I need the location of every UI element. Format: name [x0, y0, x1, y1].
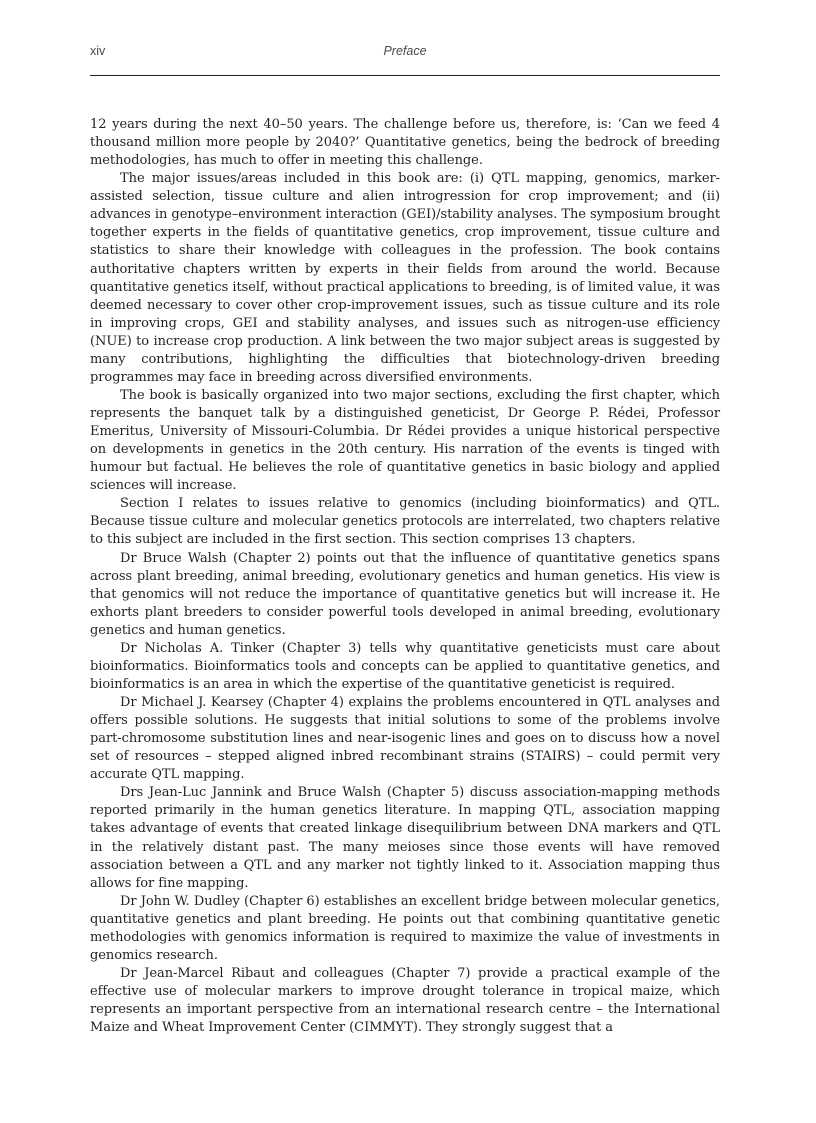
header-rule	[90, 75, 720, 76]
paragraph-8: Drs Jean-Luc Jannink and Bruce Walsh (Chapter 5) discuss association-mapping methods reported primarily in the human genetics literature. In mapping QTL, association mapping takes advantage of events that created linkage disequilibrium between DNA markers and QTL in the relatively distant past. The many meioses since those events will have removed association between a QTL and any marker not tightly linked to it. Association mapping thus allows for fine mapping.	[90, 785, 720, 891]
paragraph-3: The book is basically organized into two major sections, excluding the first chapter, which represents the banquet talk by a distinguished geneticist, Dr George P. Rédei, Professor Emeritus, University of Missouri-Columbia. Dr Rédei provides a unique historical perspective on developments in genetics in the 20th century. His narration of the events is tinged with humour but factual. He believes the role of quantitative genetics in basic biology and applied sciences will increase.	[90, 387, 720, 494]
running-head	[90, 44, 720, 64]
paragraph-4: Section I relates to issues relative to genomics (including bioinformatics) and QTL. Because tissue culture and molecular genetics protocols are interrelated, two chapters relative to this subject are included in the first section. This section comprises 13 chapters.	[90, 496, 720, 548]
paragraph-6: Dr Nicholas A. Tinker (Chapter 3) tells why quantitative geneticists must care about bioinformatics. Bioinformatics tools and concepts can be applied to quantitative genetics, and bioinformatics is an area in which the expertise of the quantitative geneticist is required.	[90, 640, 720, 692]
paragraph-1: 12 years during the next 40–50 years. The challenge before us, therefore, is: ‘Can we feed 4 thousand million more people by 2040?’ Quantitative genetics, being the bedrock of breeding methodologies, has much to offer in meeting this challenge.	[90, 117, 720, 169]
paragraph-5: Dr Bruce Walsh (Chapter 2) points out that the influence of quantitative genetics spans across plant breeding, animal breeding, evolutionary genetics and human genetics. His view is that genomics will not reduce the importance of quantitative genetics but will increase it. He exhorts plant breeders to consider powerful tools developed in animal breeding, evolutionary genetics and human genetics.	[90, 550, 720, 638]
running-head-title: Preface	[383, 44, 427, 58]
paragraph-7: Dr Michael J. Kearsey (Chapter 4) explains the problems encountered in QTL analyses and offers possible solutions. He suggests that initial solutions to some of the problems involve part-chromosome substitution lines and near-isogenic lines and goes on to discuss how a novel set of resources – stepped aligned inbred recombinant strains (STAIRS) – could permit very accurate QTL mapping.	[90, 695, 720, 783]
body-text	[90, 116, 720, 1037]
paragraph-2: The major issues/areas included in this book are: (i) QTL mapping, genomics, marker-assisted selection, tissue culture and alien introgression for crop improvement; and (ii) advances in genotype–environment interaction (GEI)/stability analyses. The symposium brought together experts in the fields of quantitative genetics, crop improvement, tissue culture and statistics to share their knowledge with colleagues in the profession. The book contains authoritative chapters written by experts in their fields from around the world. Because quantitative genetics itself, without practical applications to breeding, is of limited value, it was deemed necessary to cover other crop-improvement issues, such as tissue culture and its role in improving crops, GEI and stability analyses, and issues such as nitrogen-use efficiency (NUE) to increase crop production. A link between the two major subject areas is suggested by many contributions, highlighting the difficulties that biotechnology-driven breeding programmes may face in breeding across diversified environments.	[90, 171, 720, 385]
paragraph-9: Dr John W. Dudley (Chapter 6) establishes an excellent bridge between molecular genetics, quantitative genetics and plant breeding. He points out that combining quantitative genetic methodologies with genomics information is required to maximize the value of investments in genomics research.	[90, 893, 720, 963]
paragraph-10: Dr Jean-Marcel Ribaut and colleagues (Chapter 7) provide a practical example of the effective use of molecular markers to improve drought tolerance in tropical maize, which represents an important perspective from an international research centre – the International Maize and Wheat Improvement Center (CIMMYT). They strongly suggest that a	[90, 965, 720, 1036]
page-number: xiv	[90, 44, 106, 58]
